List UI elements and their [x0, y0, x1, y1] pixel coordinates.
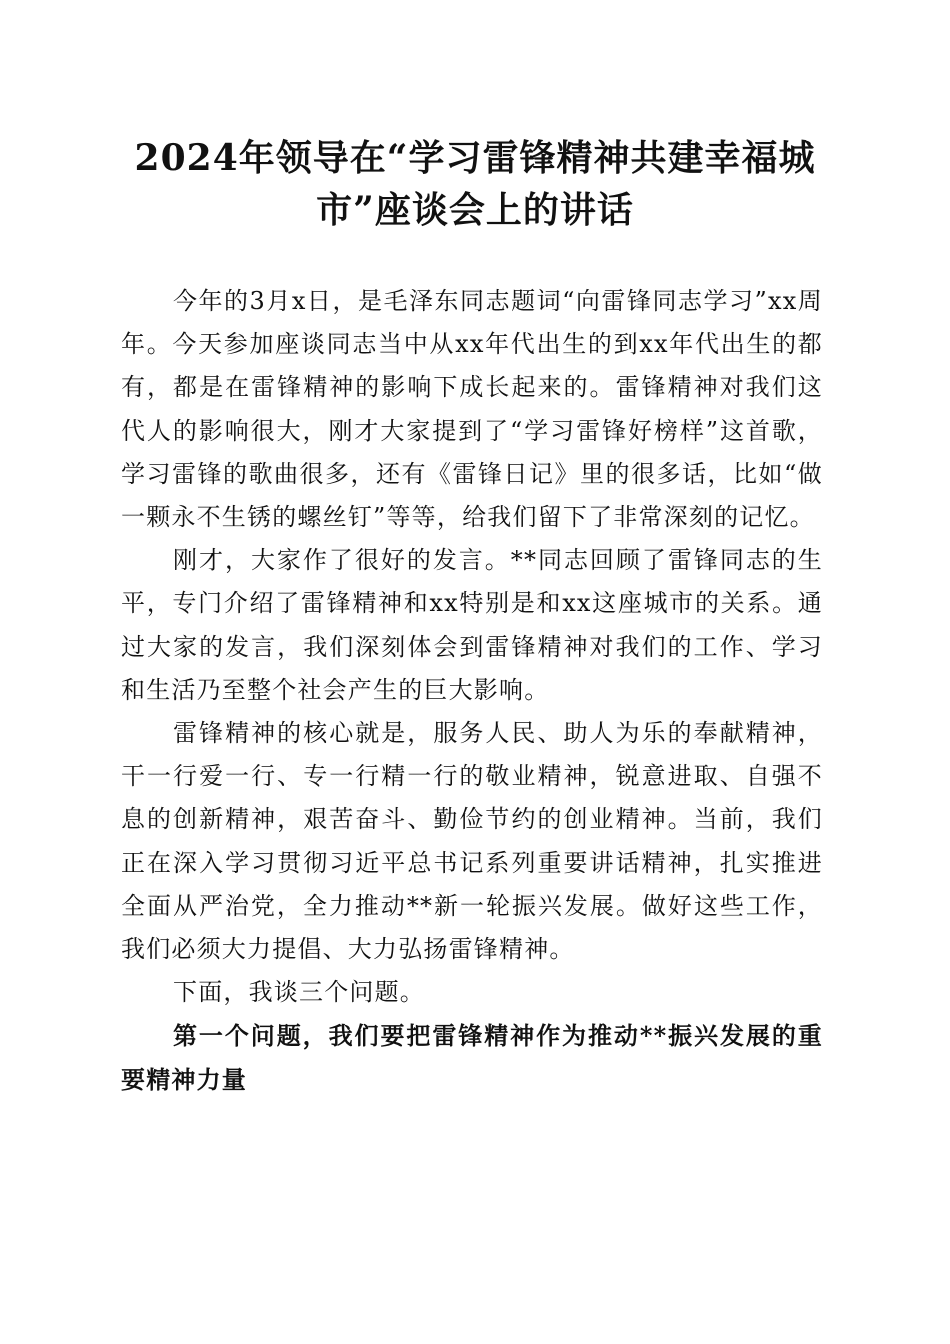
- paragraph-4: 下面，我谈三个问题。: [173, 978, 425, 1007]
- section-heading-1: 第一个问题，我们要把雷锋精神作为推动**振兴发展的重要精神力量: [121, 1021, 823, 1094]
- paragraph-2: 刚才，大家作了很好的发言。**同志回顾了雷锋同志的生平，专门介绍了雷锋精神和xx特别是和xx这座城市的关系。通过大家的发言，我们深刻体会到雷锋精神对我们的工作、学习和生活乃至整个社会产生的巨大影响。: [121, 546, 823, 704]
- paragraph-3: 雷锋精神的核心就是，服务人民、助人为乐的奉献精神，干一行爱一行、专一行精一行的敬业精神，锐意进取、自强不息的创新精神，艰苦奋斗、勤俭节约的创业精神。当前，我们正在深入学习贯彻习近平总书记系列重要讲话精神，扎实推进全面从严治党，全力推动**新一轮振兴发展。做好这些工作，我们必须大力提倡、大力弘扬雷锋精神。: [121, 719, 823, 964]
- title-line-2: 市”座谈会上的讲话: [316, 189, 634, 231]
- paragraph-1: 今年的3月x日，是毛泽东同志题词“向雷锋同志学习”xx周年。今天参加座谈同志当中从xx年代出生的到xx年代出生的都有，都是在雷锋精神的影响下成长起来的。雷锋精神对我们这代人的影响很大，刚才大家提到了“学习雷锋好榜样”这首歌，学习雷锋的歌曲很多，还有《雷锋日记》里的很多话，比如“做一颗永不生锈的螺丝钉”等等，给我们留下了非常深刻的记忆。: [121, 287, 823, 532]
- title-line-1: 2024年领导在“学习雷锋精神共建幸福城: [134, 137, 816, 179]
- document-title: [120, 132, 830, 236]
- document-body: [121, 280, 823, 1101]
